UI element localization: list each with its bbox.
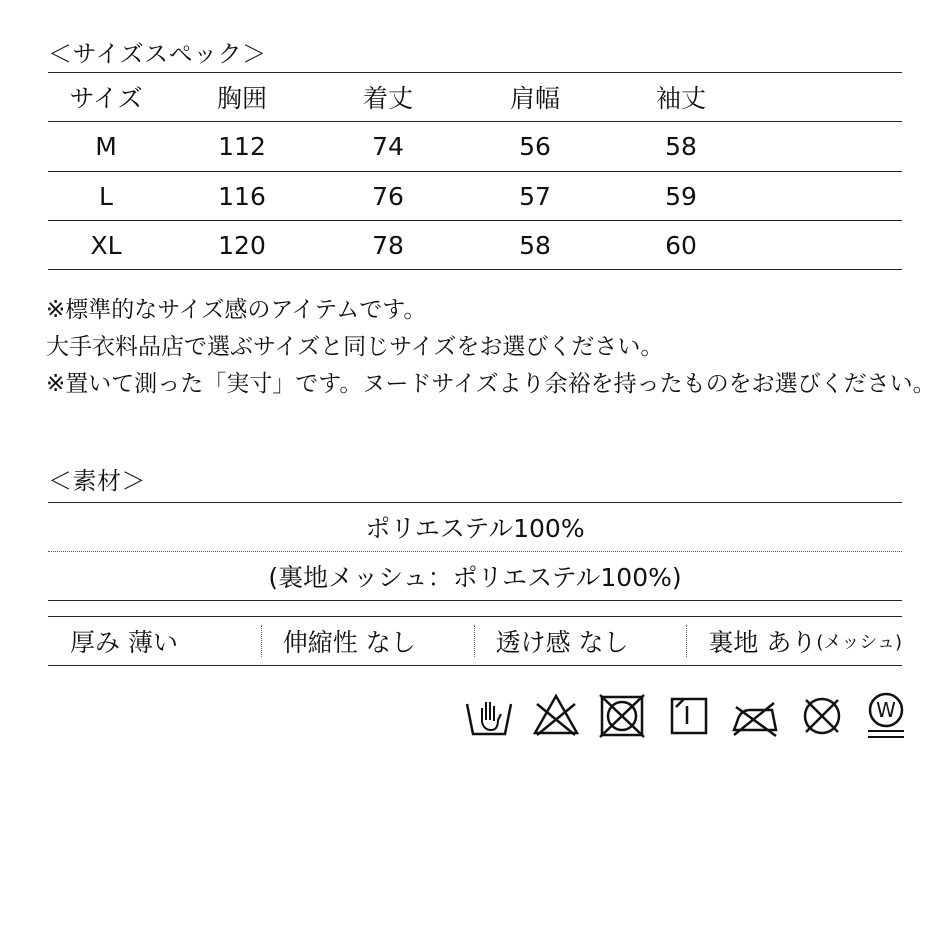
table-header-row: [48, 72, 902, 122]
table-cell: 74: [372, 132, 404, 161]
line-dry-icon: [664, 690, 714, 740]
table-row: [48, 221, 902, 270]
property-stretch: [261, 617, 474, 665]
wet-clean-icon: [862, 690, 912, 740]
property-suffix: (メッシュ): [816, 632, 903, 653]
table-cell: 56: [519, 132, 551, 161]
table-cell: 59: [665, 181, 697, 211]
table-cell: 120: [218, 230, 266, 260]
property-sheerness: [474, 617, 687, 665]
header-cell: 袖丈: [655, 84, 706, 113]
table-cell: 76: [372, 181, 404, 211]
size-spec-table: [48, 72, 902, 270]
property-value: あり: [766, 628, 817, 657]
no-bleach-icon: [531, 690, 581, 740]
hand-wash-icon: [464, 690, 514, 740]
table-cell: 57: [519, 181, 551, 211]
note-line: ※標準的なサイズ感のアイテムです。: [46, 297, 427, 323]
table-cell: 60: [665, 230, 697, 260]
note-line: ※置いて測った「実寸」です。ヌードサイズより余裕を持ったものをお選びください。: [46, 371, 936, 397]
header-cell: 胸囲: [216, 84, 267, 113]
header-cell: 肩幅: [509, 84, 560, 113]
property-thickness: [48, 617, 261, 665]
property-label: 伸縮性: [282, 628, 358, 657]
header-cell: 着丈: [362, 84, 413, 113]
size-spec-title: ＜サイズスペック＞: [48, 40, 267, 68]
fabric-properties: [48, 616, 902, 666]
table-cell: 58: [519, 230, 551, 260]
no-dry-clean-icon: [797, 690, 847, 740]
material-table: [48, 502, 902, 601]
table-cell: 78: [372, 230, 404, 260]
material-main: ポリエステル100%: [48, 502, 902, 552]
table-row: [48, 122, 902, 172]
property-value: なし: [578, 628, 629, 657]
material-title: ＜素材＞: [48, 467, 146, 495]
material-lining: (裏地メッシュ：ポリエステル100%): [48, 552, 902, 601]
no-tumble-dry-icon: [597, 690, 647, 740]
property-label: 厚み: [70, 628, 121, 657]
property-lining: [686, 617, 902, 665]
table-cell: 58: [665, 132, 697, 161]
no-iron-icon: [730, 690, 780, 740]
table-row: [48, 172, 902, 221]
header-cell: サイズ: [69, 84, 143, 113]
property-label: 透け感: [495, 628, 571, 657]
table-cell: L: [99, 181, 113, 211]
property-label: 裏地: [708, 628, 759, 657]
table-cell: 112: [218, 132, 266, 161]
table-cell: 116: [218, 181, 266, 211]
table-cell: XL: [90, 230, 122, 260]
table-cell: M: [95, 132, 117, 161]
svg-text:W: W: [876, 698, 896, 722]
note-line: 大手衣料品店で選ぶサイズと同じサイズをお選びください。: [46, 334, 664, 360]
size-notes: [46, 292, 936, 403]
property-value: なし: [365, 628, 416, 657]
property-value: 薄い: [127, 628, 178, 657]
